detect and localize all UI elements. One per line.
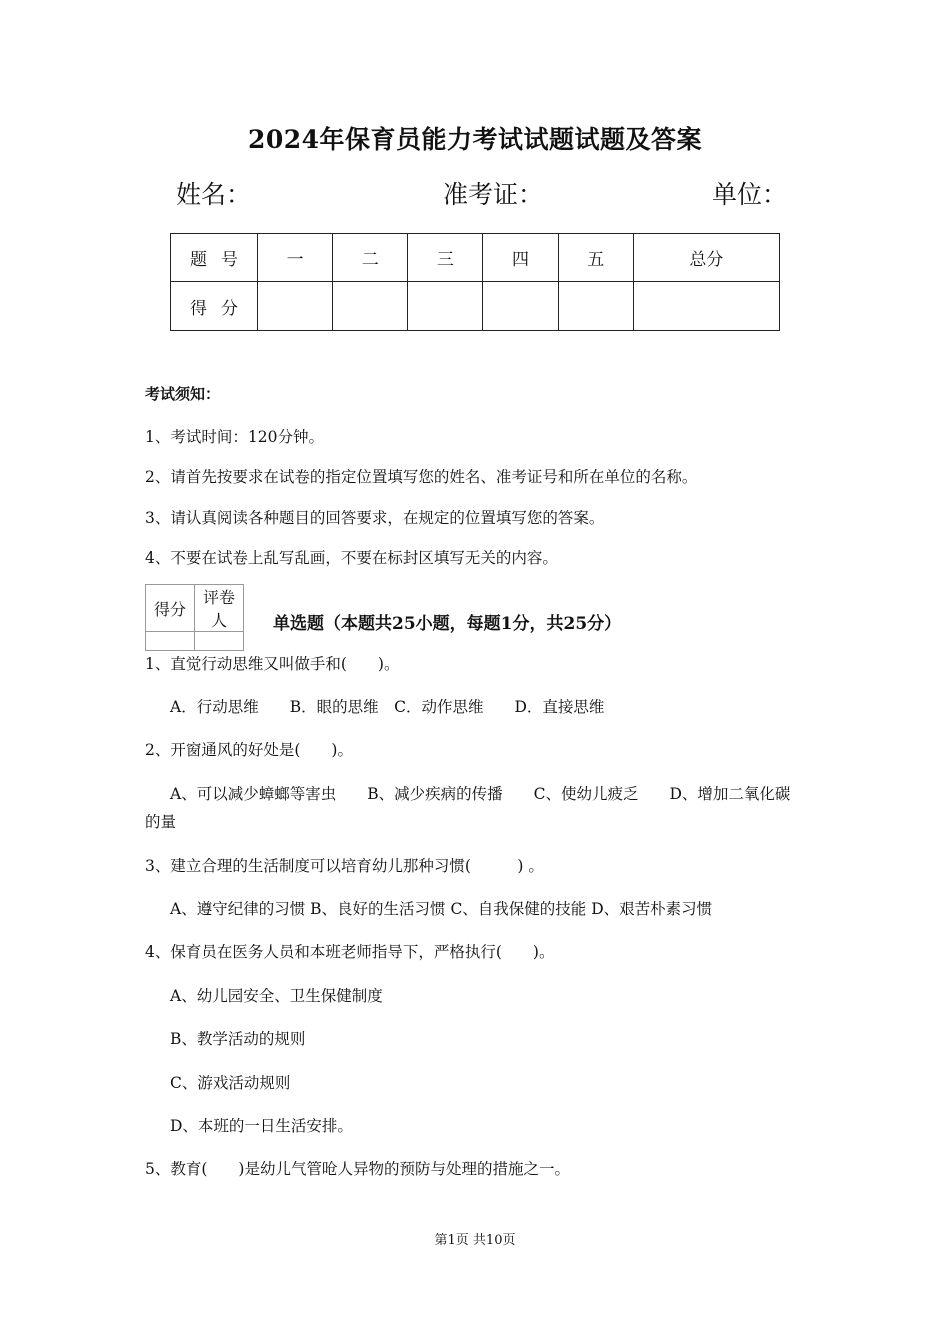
notice-heading: 考试须知： bbox=[145, 385, 221, 403]
score-cell-3[interactable] bbox=[408, 282, 483, 331]
header-label-cell: 题号 bbox=[171, 234, 258, 282]
score-table bbox=[170, 233, 780, 331]
score-cell-1[interactable] bbox=[258, 282, 333, 331]
unit-label: 单位： bbox=[712, 180, 788, 209]
section-heading: 单选题（本题共25小题，每题1分，共25分） bbox=[273, 614, 622, 634]
column-1-cell: 一 bbox=[258, 234, 333, 282]
exam-number-label: 准考证： bbox=[443, 180, 544, 209]
question-3-stem: 3、建立合理的生活制度可以培育幼儿那种习惯( ) 。 bbox=[145, 857, 544, 875]
question-5-stem: 5、教育( )是幼儿气管呛人异物的预防与处理的措施之一。 bbox=[145, 1160, 570, 1178]
score-table-score-row bbox=[171, 282, 780, 331]
score-cell-2[interactable] bbox=[333, 282, 408, 331]
score-cell-4[interactable] bbox=[483, 282, 558, 331]
question-4-option-b: B、教学活动的规则 bbox=[170, 1030, 306, 1048]
question-4-option-c: C、游戏活动规则 bbox=[170, 1074, 291, 1092]
column-3-cell: 三 bbox=[408, 234, 483, 282]
question-4-stem: 4、保育员在医务人员和本班老师指导下，严格执行( )。 bbox=[145, 943, 555, 961]
name-label: 姓名： bbox=[176, 180, 252, 209]
column-4-cell: 四 bbox=[483, 234, 558, 282]
grader-name-label: 评卷人 bbox=[195, 585, 244, 632]
question-1-stem: 1、直觉行动思维又叫做手和( )。 bbox=[145, 655, 400, 673]
notice-item-4: 4、不要在试卷上乱写乱画，不要在标封区填写无关的内容。 bbox=[145, 549, 558, 567]
question-1-options: A．行动思维 B．眼的思维 C．动作思维 D．直接思维 bbox=[170, 698, 605, 716]
question-4-option-a: A、幼儿园安全、卫生保健制度 bbox=[170, 987, 383, 1005]
notice-item-2: 2、请首先按要求在试卷的指定位置填写您的姓名、准考证号和所在单位的名称。 bbox=[145, 468, 698, 486]
column-total-cell: 总分 bbox=[633, 234, 779, 282]
score-cell-5[interactable] bbox=[558, 282, 633, 331]
notice-item-1: 1、考试时间：120分钟。 bbox=[145, 428, 324, 446]
grader-score-cell[interactable] bbox=[146, 632, 195, 651]
question-2-options: A、可以减少蟑螂等害虫 B、减少疾病的传播 C、使幼儿疲乏 D、增加二氧化碳 bbox=[170, 785, 791, 803]
grader-score-label: 得分 bbox=[146, 585, 195, 632]
column-5-cell: 五 bbox=[558, 234, 633, 282]
question-3-options: A、遵守纪律的习惯 B、良好的生活习惯 C、自我保健的技能 D、艰苦朴素习惯 bbox=[170, 900, 713, 918]
column-2-cell: 二 bbox=[333, 234, 408, 282]
question-4-option-d: D、本班的一日生活安排。 bbox=[170, 1117, 353, 1135]
page-footer: 第1页 共10页 bbox=[434, 1233, 516, 1248]
score-label-cell: 得分 bbox=[171, 282, 258, 331]
document-title: 2024年保育员能力考试试题试题及答案 bbox=[247, 125, 703, 154]
score-cell-total[interactable] bbox=[633, 282, 779, 331]
grader-box bbox=[145, 584, 244, 651]
question-2-stem: 2、开窗通风的好处是( )。 bbox=[145, 741, 353, 759]
question-2-options-continued: 的量 bbox=[145, 813, 177, 831]
grader-name-cell[interactable] bbox=[195, 632, 244, 651]
score-table-header-row bbox=[171, 234, 780, 282]
notice-item-3: 3、请认真阅读各种题目的回答要求，在规定的位置填写您的答案。 bbox=[145, 509, 605, 527]
